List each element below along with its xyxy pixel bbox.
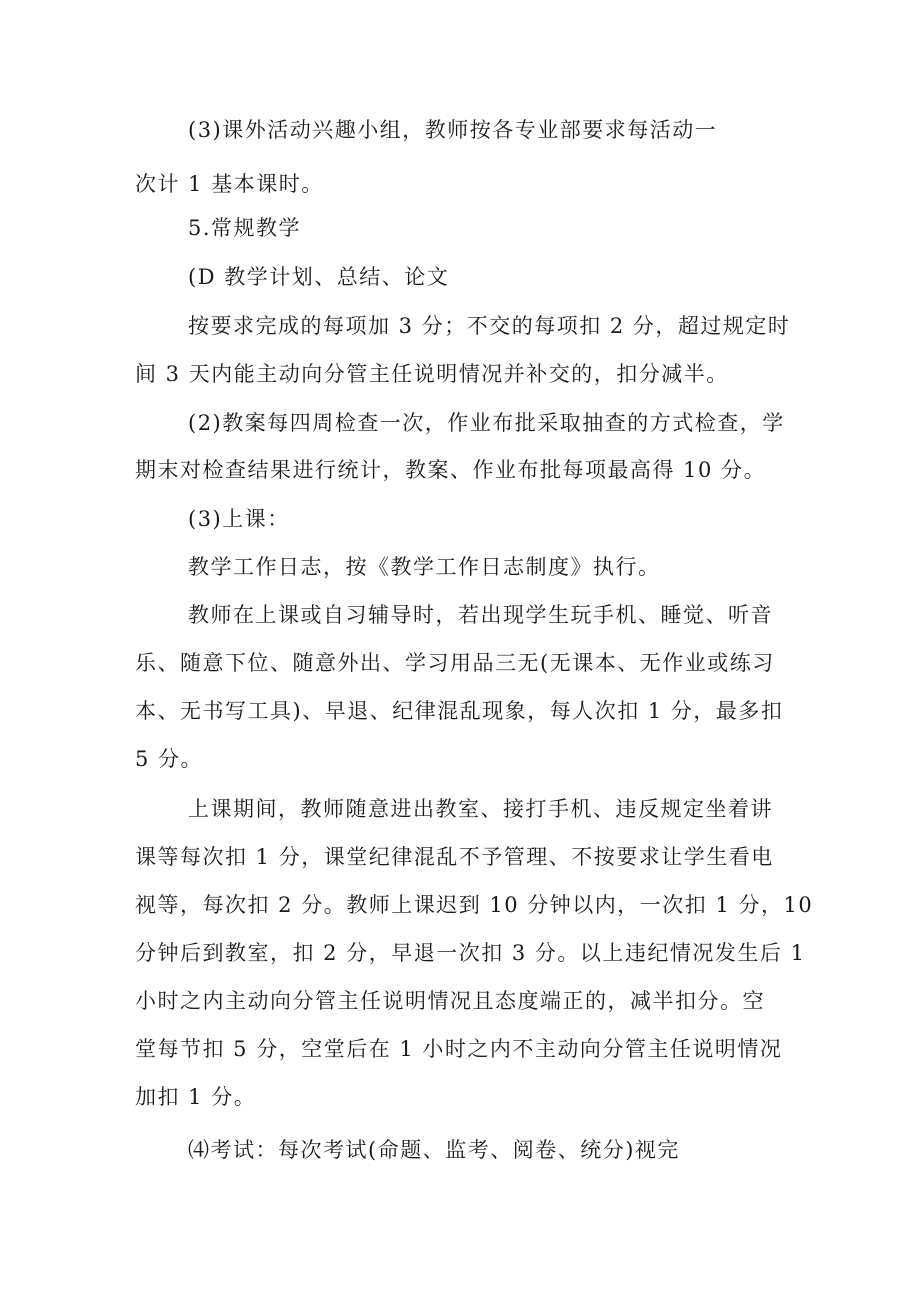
- subsection-heading: (D 教学计划、总结、论文: [188, 265, 450, 289]
- paragraph-line: 教学工作日志，按《教学工作日志制度》执行。: [188, 555, 661, 579]
- subsection-heading: (3)上课：: [188, 507, 290, 531]
- paragraph-line: 视等，每次扣 2 分。教师上课迟到 10 分钟以内，一次扣 1 分，10: [135, 893, 814, 917]
- paragraph-line: (2)教案每四周检查一次，作业布批采取抽查的方式检查，学: [188, 411, 785, 435]
- paragraph-line: 教师在上课或自习辅导时，若出现学生玩手机、睡觉、听音: [188, 603, 773, 627]
- subsection-heading: ⑷考试：每次考试(命题、监考、阅卷、统分)视完: [188, 1138, 680, 1162]
- paragraph-line: 上课期间，教师随意进出教室、接打手机、违反规定坐着讲: [188, 797, 773, 821]
- paragraph-line: 5 分。: [135, 747, 204, 771]
- paragraph-line: 期末对检查结果进行统计，教案、作业布批每项最高得 10 分。: [135, 458, 767, 482]
- paragraph-line: 按要求完成的每项加 3 分；不交的每项扣 2 分，超过规定时: [188, 314, 791, 338]
- section-heading: 5.常规教学: [188, 216, 302, 240]
- paragraph-line: 次计 1 基本课时。: [135, 172, 324, 196]
- paragraph-line: 课等每次扣 1 分，课堂纪律混乱不予管理、不按要求让学生看电: [135, 845, 774, 869]
- paragraph-line: 本、无书写工具)、早退、纪律混乱现象，每人次扣 1 分，最多扣: [135, 699, 784, 723]
- paragraph-line: 分钟后到教室，扣 2 分，早退一次扣 3 分。以上违纪情况发生后 1: [135, 941, 806, 965]
- paragraph-line: 堂每节扣 5 分，空堂后在 1 小时之内不主动向分管主任说明情况: [135, 1037, 783, 1061]
- paragraph-line: 乐、随意下位、随意外出、学习用品三无(无课本、无作业或练习: [135, 651, 775, 675]
- paragraph-line: 加扣 1 分。: [135, 1085, 257, 1109]
- paragraph-line: 小时之内主动向分管主任说明情况且态度端正的，减半扣分。空: [135, 989, 765, 1013]
- paragraph-line: 间 3 天内能主动向分管主任说明情况并补交的，扣分减半。: [135, 362, 729, 386]
- paragraph-line: (3)课外活动兴趣小组，教师按各专业部要求每活动一: [188, 118, 718, 142]
